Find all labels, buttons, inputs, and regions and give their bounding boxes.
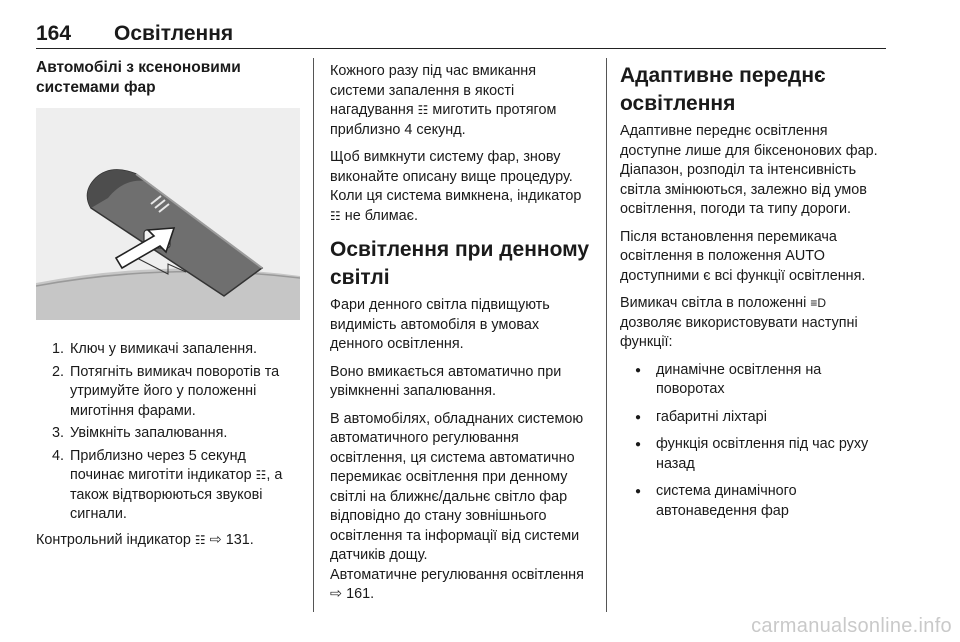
watermark: carmanualsonline.info xyxy=(751,615,952,637)
paragraph: Після встановлення перемикача освітлення в положення AUTO доступними є всі функції освітлення. xyxy=(620,228,866,284)
list-item: 4. Приблизно через 5 секунд починає миготіти індикатор ☷, а також відтворюються звукові сигнали. xyxy=(51,447,283,522)
paragraph: Воно вмикається автоматично при увімкненні запалювання. xyxy=(330,363,562,399)
page-ref-icon: ⇨ xyxy=(330,586,343,602)
paragraph: Автоматичне регулювання освітлення ⇨ 161. xyxy=(330,566,584,602)
column-divider xyxy=(313,58,314,612)
paragraph: Щоб вимкнути систему фар, знову виконайте описану вище процедуру. Коли ця система вимкнена, індикатор ☷ не блимає. xyxy=(330,148,592,226)
stalk-drawing xyxy=(36,108,300,320)
list-item: ● система динамічного автонаведення фар xyxy=(634,483,797,519)
functions-list xyxy=(620,361,890,522)
xenon-indicator-icon: ☷ xyxy=(194,532,206,547)
xenon-indicator-icon: ☷ xyxy=(330,208,341,223)
auto-label: AUTO xyxy=(785,248,825,264)
list-item: 3. Увімкніть запалювання. xyxy=(51,425,228,441)
page-number: 164 xyxy=(36,22,72,45)
column-divider xyxy=(606,58,607,612)
xenon-indicator-icon: ☷ xyxy=(255,468,267,482)
header-rule xyxy=(36,48,886,49)
paragraph: Фари денного світла підвищують видимість автомобіля в умовах денного освітлення. xyxy=(330,297,550,352)
section-heading: Освітлення при денному світлі xyxy=(330,238,590,289)
steps-list xyxy=(36,340,300,525)
section-heading: Адаптивне переднє освітлення xyxy=(620,64,826,115)
column-right xyxy=(620,62,890,529)
list-item: ● функція освітлення під час руху назад xyxy=(634,436,869,472)
list-item: ● динамічне освітлення на поворотах xyxy=(634,361,822,397)
paragraph: Вимикач світла в положенні ≡D дозволяє використовувати наступні функції: xyxy=(620,295,858,350)
list-item: 2. Потягніть вимикач поворотів та утримуйте його у положенні миготіння фарами. xyxy=(51,363,280,419)
xenon-indicator-icon: ☷ xyxy=(417,103,429,117)
paragraph: Адаптивне переднє освітлення доступне лише для біксенонових фар. Діапазон, розподіл та інтенсивність світла змінюються, залежно від умов освітлення, погоди та типу дороги. xyxy=(620,123,878,217)
low-beam-icon: ≡D xyxy=(810,296,826,310)
page-ref-icon: ⇨ xyxy=(209,531,222,548)
page-header xyxy=(36,22,233,46)
list-item: ● габаритні ліхтарі xyxy=(634,408,767,425)
paragraph: В автомобілях, обладнаних системою автоматичного регулювання освітлення, ця система автоматично перемикає освітлення при денному світлі на ближнє/дальнє світло фар відповідно до стану зовнішнього освітлення та інформації від системи датчиків дощу. xyxy=(330,410,584,563)
stalk-illustration xyxy=(36,108,300,320)
indicator-reference: Контрольний індикатор ☷ ⇨ 131. xyxy=(36,531,300,551)
column-middle xyxy=(330,62,592,613)
list-item: 1. Ключ у вимикачі запалення. xyxy=(51,341,258,357)
section-heading: Автомобілі з ксеноновими системами фар xyxy=(36,59,241,96)
paragraph: Кожного разу під час вмикання системи запалення в якості нагадування ☷ миготить протягом приблизно 4 секунд. xyxy=(330,63,557,138)
page-title: Освітлення xyxy=(114,22,234,45)
column-left xyxy=(36,58,300,558)
